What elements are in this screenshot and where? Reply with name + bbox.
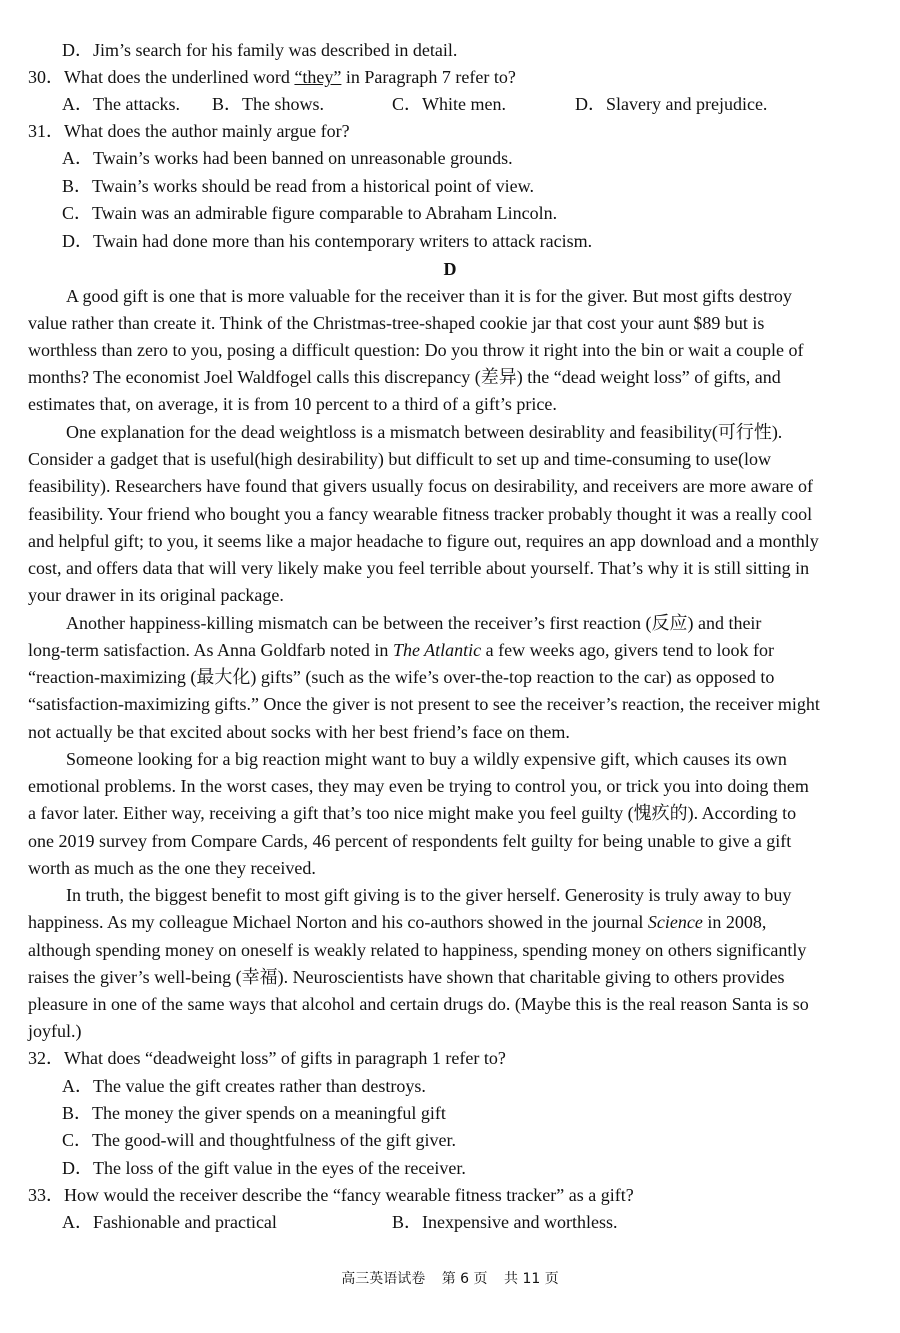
q33-option-a: A．Fashionable and practical xyxy=(62,1212,277,1232)
q29-option-d: D．Jim’s search for his family was described in detail. xyxy=(62,40,458,60)
p1-line-4: months? The economist Joel Waldfogel calls this discrepancy (差异) the “dead weight loss” of gifts, and xyxy=(28,367,781,387)
p2-line-7: your drawer in its original package. xyxy=(28,585,284,605)
q32-option-d: D．The loss of the gift value in the eyes of the receiver. xyxy=(62,1158,466,1178)
q31-option-d: D．Twain had done more than his contemporary writers to attack racism. xyxy=(62,231,593,251)
p2-line-2: Consider a gadget that is useful(high desirability) but difficult to set up and time-consuming to use(low xyxy=(28,449,772,469)
p5-line-5: pleasure in one of the same ways that alcohol and certain drugs do. (Maybe this is the real reason Santa is so xyxy=(28,994,809,1014)
p3-line-4: “satisfaction-maximizing gifts.” Once the giver is not present to see the receiver’s reaction, the receiver might xyxy=(28,694,820,714)
p5-line-1: In truth, the biggest benefit to most gift giving is to the giver herself. Generosity is truly away to buy xyxy=(66,885,792,905)
p2-line-5: and helpful gift; to you, it seems like a major headache to figure out, requires an app download and a monthly xyxy=(28,531,819,551)
p1-line-5: estimates that, on average, it is from 10 percent to a third of a gift’s price. xyxy=(28,394,557,414)
section-d-title: D xyxy=(443,259,457,279)
p4-line-5: worth as much as the one they received. xyxy=(28,858,316,878)
p4-line-3: a favor later. Either way, receiving a gift that’s too nice might make you feel guilty (愧疚的). According to xyxy=(28,803,797,823)
p5-line-2a: happiness. As my colleague Michael Norton and his co-authors showed in the journal xyxy=(28,912,648,932)
magazine-title: The Atlantic xyxy=(392,640,482,660)
q33-question: 33．How would the receiver describe the “fancy wearable fitness tracker” as a gift? xyxy=(28,1185,634,1205)
p5-line-2b: in 2008, xyxy=(702,912,767,932)
underlined-word: “they” xyxy=(294,67,342,87)
p4-line-1: Someone looking for a big reaction might want to buy a wildly expensive gift, which causes its own xyxy=(66,749,787,769)
q32-question: 32．What does “deadweight loss” of gifts in paragraph 1 refer to? xyxy=(28,1048,506,1068)
footer-exam-name: 高三英语试卷 xyxy=(341,1271,426,1287)
q30-option-d: D．Slavery and prejudice. xyxy=(575,94,768,114)
p1-line-2: value rather than create it. Think of the Christmas-tree-shaped cookie jar that cost your aunt $89 but is xyxy=(28,313,765,333)
q31-option-b: B．Twain’s works should be read from a historical point of view. xyxy=(62,176,534,196)
p3-line-2b: a few weeks ago, givers tend to look for xyxy=(481,640,775,660)
q32-option-a: A．The value the gift creates rather than destroys. xyxy=(62,1076,426,1096)
p4-line-2: emotional problems. In the worst cases, they may even be trying to control you, or trick you into doing them xyxy=(28,776,809,796)
p5-line-4: raises the giver’s well-being (幸福). Neuroscientists have shown that charitable giving to others provides xyxy=(28,967,785,987)
p3-line-2 xyxy=(28,637,878,664)
q31-question: 31．What does the author mainly argue for? xyxy=(28,121,350,141)
q31-option-c: C．Twain was an admirable figure comparable to Abraham Lincoln. xyxy=(62,203,558,223)
q32-option-b: B．The money the giver spends on a meaningful gift xyxy=(62,1103,446,1123)
p3-line-1: Another happiness-killing mismatch can be between the receiver’s first reaction (反应) and their xyxy=(66,613,762,633)
q30-question-text: 30．What does the underlined word “they” in Paragraph 7 refer to? xyxy=(28,67,516,87)
p2-line-1: One explanation for the dead weightloss is a mismatch between desirablity and feasibility(可行性). xyxy=(66,422,783,442)
p2-line-6: cost, and offers data that will very likely make you feel terrible about yourself. That’s why it is still sitting in xyxy=(28,558,810,578)
p5-line-6: joyful.) xyxy=(28,1021,82,1041)
page-footer xyxy=(0,1268,900,1288)
p5-line-2 xyxy=(28,909,878,936)
p2-line-3: feasibility). Researchers have found that givers usually focus on desirability, and receivers are more aware of xyxy=(28,476,814,496)
p1-line-3: worthless than zero to you, posing a difficult question: Do you throw it right into the bin or wait a couple of xyxy=(28,340,804,360)
q31-option-a: A．Twain’s works had been banned on unreasonable grounds. xyxy=(62,148,513,168)
footer-total-pages: 共 11 页 xyxy=(504,1271,559,1287)
p1-line-1: A good gift is one that is more valuable for the receiver than it is for the giver. But most gifts destroy xyxy=(66,286,792,306)
q32-option-c: C．The good-will and thoughtfulness of the gift giver. xyxy=(62,1130,456,1150)
p3-line-2a: long-term satisfaction. As Anna Goldfarb noted in xyxy=(28,640,393,660)
footer-page-number: 第 6 页 xyxy=(441,1271,488,1287)
q30-option-a: A．The attacks. xyxy=(62,94,180,114)
p2-line-4: feasibility. Your friend who bought you a fancy wearable fitness tracker probably thought it was a really cool xyxy=(28,504,813,524)
p4-line-4: one 2019 survey from Compare Cards, 46 percent of respondents felt guilty for being unable to give a gift xyxy=(28,831,792,851)
p3-line-3: “reaction-maximizing (最大化) gifts” (such as the wife’s over-the-top reaction to the car) as opposed to xyxy=(28,667,775,687)
p5-line-3: although spending money on oneself is weakly related to happiness, spending money on others significantly xyxy=(28,940,807,960)
p3-line-5: not actually be that excited about socks with her best friend’s face on them. xyxy=(28,722,570,742)
q33-option-b: B．Inexpensive and worthless. xyxy=(392,1212,618,1232)
q30-question xyxy=(28,64,878,91)
q30-option-b: B．The shows. xyxy=(212,94,324,114)
q30-option-c: C．White men. xyxy=(392,94,506,114)
journal-title: Science xyxy=(647,912,703,932)
